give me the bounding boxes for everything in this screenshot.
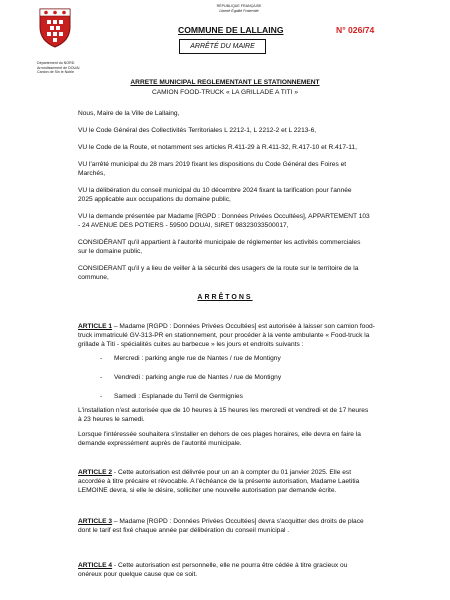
preamble-vu-arrete-2019: VU l'arrêté municipal du 28 mars 2019 fixant les dispositions du Code Général des Foires et Marchés, — [78, 161, 347, 177]
article-2-label: ARTICLE 2 — [78, 469, 113, 476]
article-1-horaires: L'installation n'est autorisée que de 10 heures à 15 heures les mercredi et vendredi et de 17 heures à 23 heures le samedi. — [78, 407, 369, 423]
preamble-considerant-1: CONSIDÉRANT qu'il appartient à l'autorité municipale de réglementer les activités commerciales sur le domaine public, — [78, 239, 361, 255]
article-2: ARTICLE 2 - Cette autorisation est délivrée pour un an à compter du 01 janvier 2025. Elle est accordée à titre précaire et révocable. A l'échéance de la présente autorisation, Madame Laetitia LEMOINE devra, si elle le désire, solliciter une nouvelle autorisation par demande écrite. — [78, 469, 360, 494]
devise-line: Liberté Égalité Fraternité — [219, 8, 259, 13]
republique-line: RÉPUBLIQUE FRANÇAISE — [216, 4, 262, 8]
article-1-bullet: - Mercredi : parking angle rue de Nantes / rue de Montigny — [100, 355, 281, 362]
document-title: ARRETE MUNICIPAL REGLEMENTANT LE STATIONNEMENT — [130, 79, 320, 86]
document-subtitle: CAMION FOOD-TRUCK « LA GRILLADE A TITI » — [151, 89, 299, 96]
arrete-type-box: ARRÊTÉ DU MAIRE — [179, 39, 266, 54]
arrete-number: N° 026/74 — [336, 25, 375, 35]
article-3: ARTICLE 3 – Madame [RGPD : Données Privées Occultées] devra s'acquitter des droits de place dont le tarif est fixé chaque année par délibération du conseil municipal . — [78, 518, 364, 534]
preamble-intro: Nous, Maire de la Ville de Lallaing, — [78, 110, 180, 117]
canton-line: Canton de Sin le Noble — [37, 70, 74, 75]
preamble-vu-demande: VU la demande présentée par Madame [RGPD : Données Privées Occultées], APPARTEMENT 103 - 24 AVENUE DES POTIERS - 59500 DOUAI, SIRET 98323033500017, — [78, 213, 370, 229]
preamble-considerant-2: CONSIDERANT qu'il y a lieu de veiller à la sécurité des usagers de la route sur le territoire de la commune, — [78, 265, 359, 281]
article-1: ARTICLE 1 – Madame [RGPD : Données Privées Occultées] est autorisée à laisser son camion food- truck immatriculé GV-313-PR en stationnement, pour procéder à la vente ambulante « Food-truck la grillade à Titi - spécialités cuites au barbecue » les jours et endroits suivants : — [78, 323, 375, 348]
republique-francaise-mention — [160, 4, 318, 13]
preamble-vu-code-route: VU le Code de la Route, et notamment ses articles R.411-29 à R.411-32, R.417-10 et R.417-11, — [78, 144, 357, 151]
article-1-demande: Lorsque l'intéressée souhaitera s'installer en dehors de ces plages horaires, elle devra en faire la demande expressément auprès de l'autorité municipale. — [78, 431, 361, 447]
city-crest-logo — [37, 5, 73, 49]
commune-name: COMMUNE DE LALLAING — [178, 25, 284, 35]
article-3-label: ARTICLE 3 — [78, 518, 113, 525]
preamble-vu-cgct: VU le Code Général des Collectivités Territoriales L 2212-1, L 2212-2 et L 2213-6, — [78, 127, 317, 134]
article-4-label: ARTICLE 4 — [78, 562, 113, 569]
departement-block — [37, 61, 80, 75]
preamble-vu-deliberation: VU la délibération du conseil municipal du 10 décembre 2024 fixant la tarification pour l'année 2025 applicable aux occupations du domaine public, — [78, 187, 352, 203]
arrondissement-line: Arrondissement de DOUAI — [37, 65, 80, 70]
article-1-bullet: - Vendredi : parking angle rue de Nantes / rue de Montigny — [100, 374, 282, 381]
article-1-bullet: - Samedi : Esplanade du Terril de Germignies — [100, 393, 243, 400]
arretons-heading: ARRÊTONS — [197, 294, 253, 301]
departement-line: Département du NORD — [37, 61, 75, 65]
article-4: ARTICLE 4 - Cette autorisation est personnelle, elle ne pourra être cédée à titre gracieux ou onéreux pour quelque cause que ce soit. — [78, 562, 348, 578]
article-1-label: ARTICLE 1 — [78, 323, 113, 330]
